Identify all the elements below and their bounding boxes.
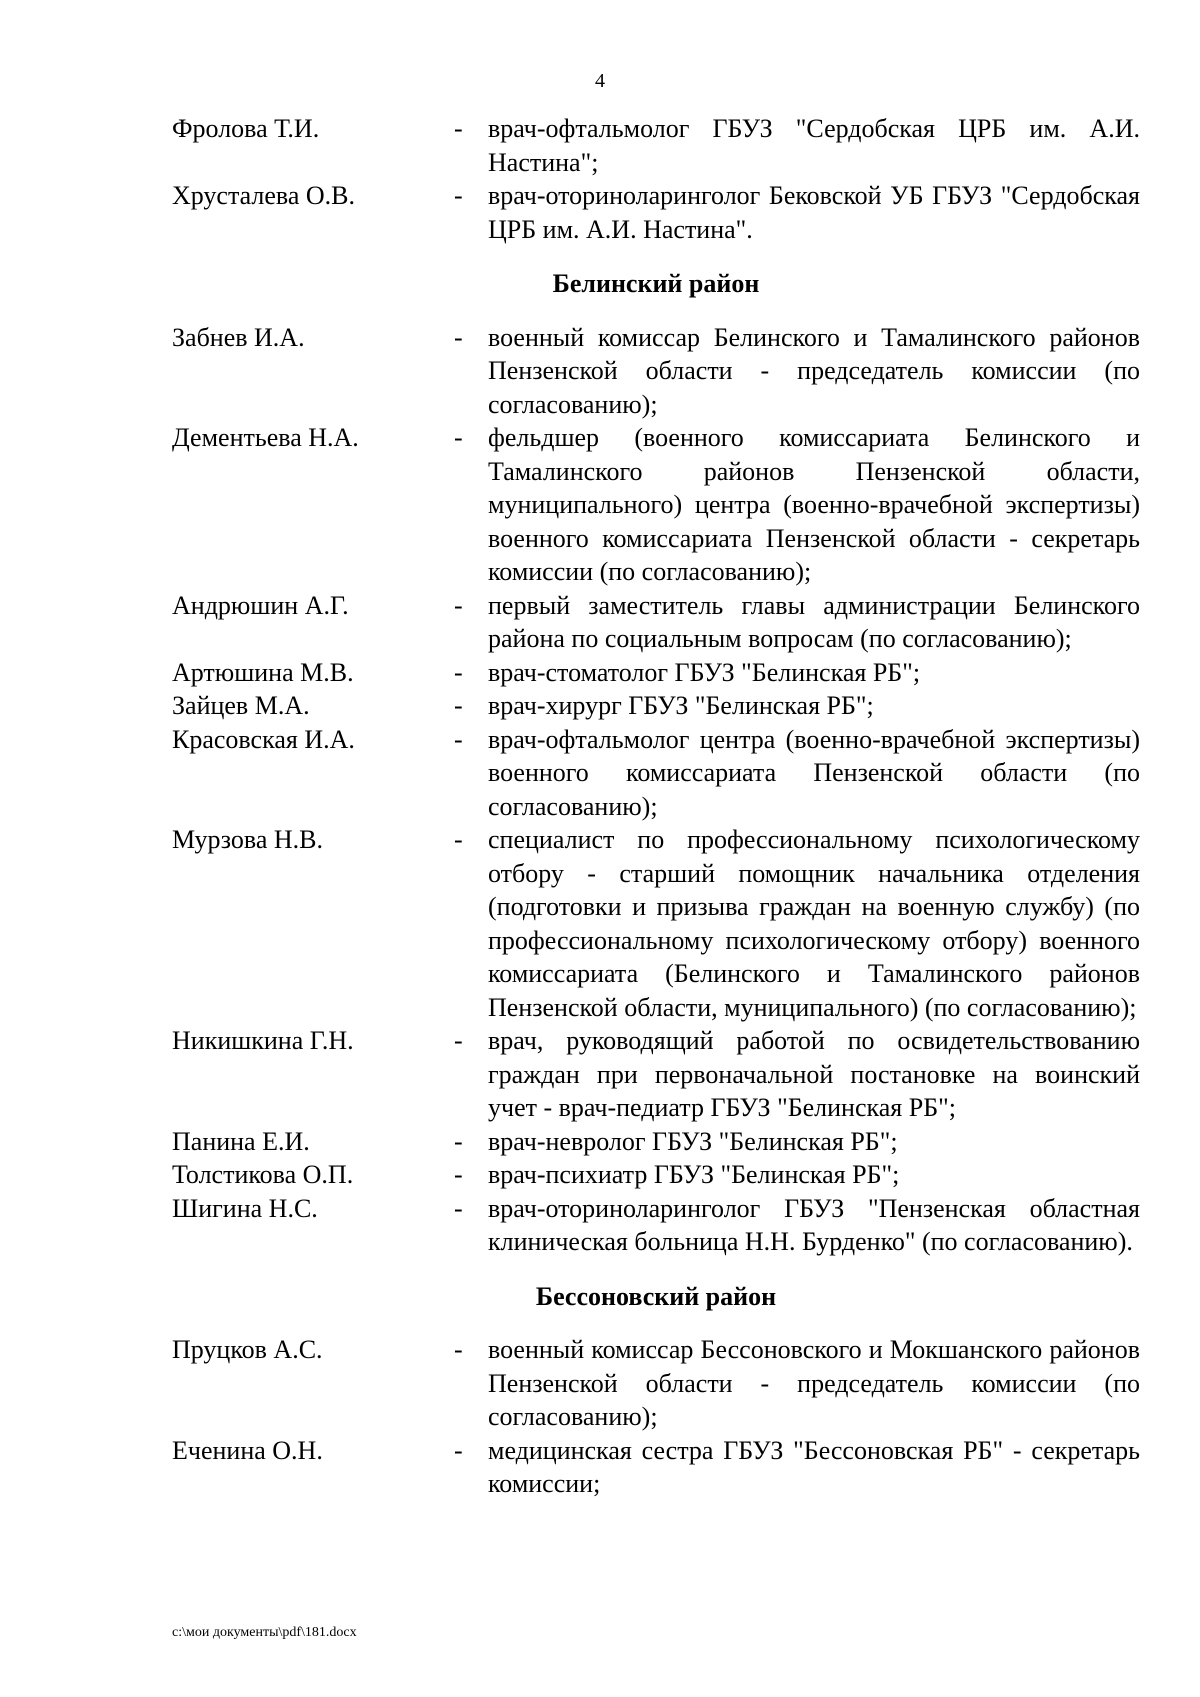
member-name: Панина Е.И.: [172, 1126, 310, 1156]
member-name: Пруцков А.С.: [172, 1335, 323, 1364]
member-position: врач-оториноларинголог ГБУЗ "Пензенская областная клиническая больница Н.Н. Бурденко" (по согласованию).: [488, 1193, 1140, 1256]
entry-dash: -: [454, 724, 463, 754]
member-name: Еченина О.Н.: [172, 1435, 323, 1465]
entry-dash: -: [454, 1026, 463, 1055]
member-position: военный комиссар Белинского и Тамалинского районов Пензенской области - председатель комиссии (по согласованию);: [488, 322, 1140, 419]
member-name: Зайцев М.А.: [172, 691, 310, 720]
member-position: первый заместитель главы администрации Белинского района по социальным вопросам (по согласованию);: [488, 590, 1140, 653]
member-entry: [172, 421, 1140, 589]
member-entry: [172, 1125, 1140, 1159]
entry-dash: -: [454, 1335, 463, 1364]
entry-dash: -: [454, 1126, 463, 1156]
member-position: специалист по профессиональному психологическому отбору - старший помощник начальника отделения (подготовки и призыва граждан на военную службу) (по профессиональному психологическому отбору) военного комиссариата (Белинского и Тамалинского районов Пензенской области, муниципального) (по согласованию);: [488, 825, 1140, 1022]
commission-block-bessonovsky: [172, 1280, 1140, 1501]
member-entry: [172, 321, 1140, 422]
member-position: врач-стоматолог ГБУЗ "Белинская РБ";: [488, 657, 921, 687]
member-position: врач-офтальмолог центра (военно-врачебной экспертизы) военного комиссариата Пензенской области (по согласованию);: [488, 724, 1140, 821]
member-name: Андрюшин А.Г.: [172, 590, 349, 620]
member-name: Дементьева Н.А.: [172, 423, 359, 452]
member-entry: [172, 689, 1140, 723]
commission-block-belinsky: [172, 267, 1140, 1259]
member-position: врач, руководящий работой по освидетельствованию граждан при первоначальной постановке на воинский учет - врач-педиатр ГБУЗ "Белинская РБ";: [488, 1026, 1140, 1122]
entry-dash: -: [454, 691, 463, 720]
member-entry: [172, 112, 1140, 179]
member-name: Шигина Н.С.: [172, 1193, 318, 1223]
entry-dash: -: [454, 1193, 463, 1223]
member-position: военный комиссар Бессоновского и Мокшанского районов Пензенской области - председатель комиссии (по согласованию);: [488, 1335, 1140, 1431]
entry-dash: -: [454, 590, 463, 620]
member-position: врач-психиатр ГБУЗ "Белинская РБ";: [488, 1160, 900, 1189]
member-position: медицинская сестра ГБУЗ "Бессоновская РБ" - секретарь комиссии;: [488, 1435, 1140, 1498]
entry-dash: -: [454, 657, 463, 687]
member-position: врач-оториноларинголог Бековской УБ ГБУЗ "Сердобская ЦРБ им. А.И. Настина".: [488, 181, 1140, 244]
member-entry: [172, 1024, 1140, 1125]
member-entry: [172, 589, 1140, 656]
district-heading: Белинский район: [552, 269, 760, 298]
member-position: врач-невролог ГБУЗ "Белинская РБ";: [488, 1126, 898, 1156]
member-entry: [172, 1192, 1140, 1259]
entry-dash: -: [454, 825, 463, 854]
district-heading: Бессоновский район: [535, 1281, 777, 1311]
entry-dash: -: [454, 114, 463, 143]
entry-dash: -: [454, 322, 463, 352]
member-entry: [172, 823, 1140, 1024]
member-name: Толстикова О.П.: [172, 1160, 354, 1189]
entry-dash: -: [454, 181, 463, 210]
member-name: Забнев И.А.: [172, 322, 305, 352]
page-number: 4: [595, 70, 605, 92]
entry-dash: -: [454, 423, 463, 452]
commission-block-continued: [172, 112, 1140, 246]
member-name: Красовская И.А.: [172, 724, 355, 754]
member-position: врач-офтальмолог ГБУЗ "Сердобская ЦРБ им. А.И. Настина";: [488, 114, 1140, 177]
member-position: фельдшер (военного комиссариата Белинского и Тамалинского районов Пензенской области, муниципального) центра (военно-врачебной экспертизы) военного комиссариата Пензенской области - секретарь комиссии (по согласованию);: [488, 423, 1140, 586]
member-name: Фролова Т.И.: [172, 114, 320, 143]
document-content: [172, 112, 1140, 1501]
member-entry: [172, 1158, 1140, 1192]
member-name: Артюшина М.В.: [172, 657, 354, 687]
member-entry: [172, 723, 1140, 824]
member-entry: [172, 1434, 1140, 1501]
entry-dash: -: [454, 1160, 463, 1189]
member-entry: [172, 179, 1140, 246]
file-path-footer: c:\мои документы\pdf\181.docx: [172, 1625, 357, 1640]
member-name: Мурзова Н.В.: [172, 825, 323, 854]
member-position: врач-хирург ГБУЗ "Белинская РБ";: [488, 691, 874, 720]
member-name: Хрусталева О.В.: [172, 181, 356, 210]
member-name: Никишкина Г.Н.: [172, 1026, 354, 1055]
entry-dash: -: [454, 1435, 463, 1465]
member-entry: [172, 656, 1140, 690]
member-entry: [172, 1333, 1140, 1434]
